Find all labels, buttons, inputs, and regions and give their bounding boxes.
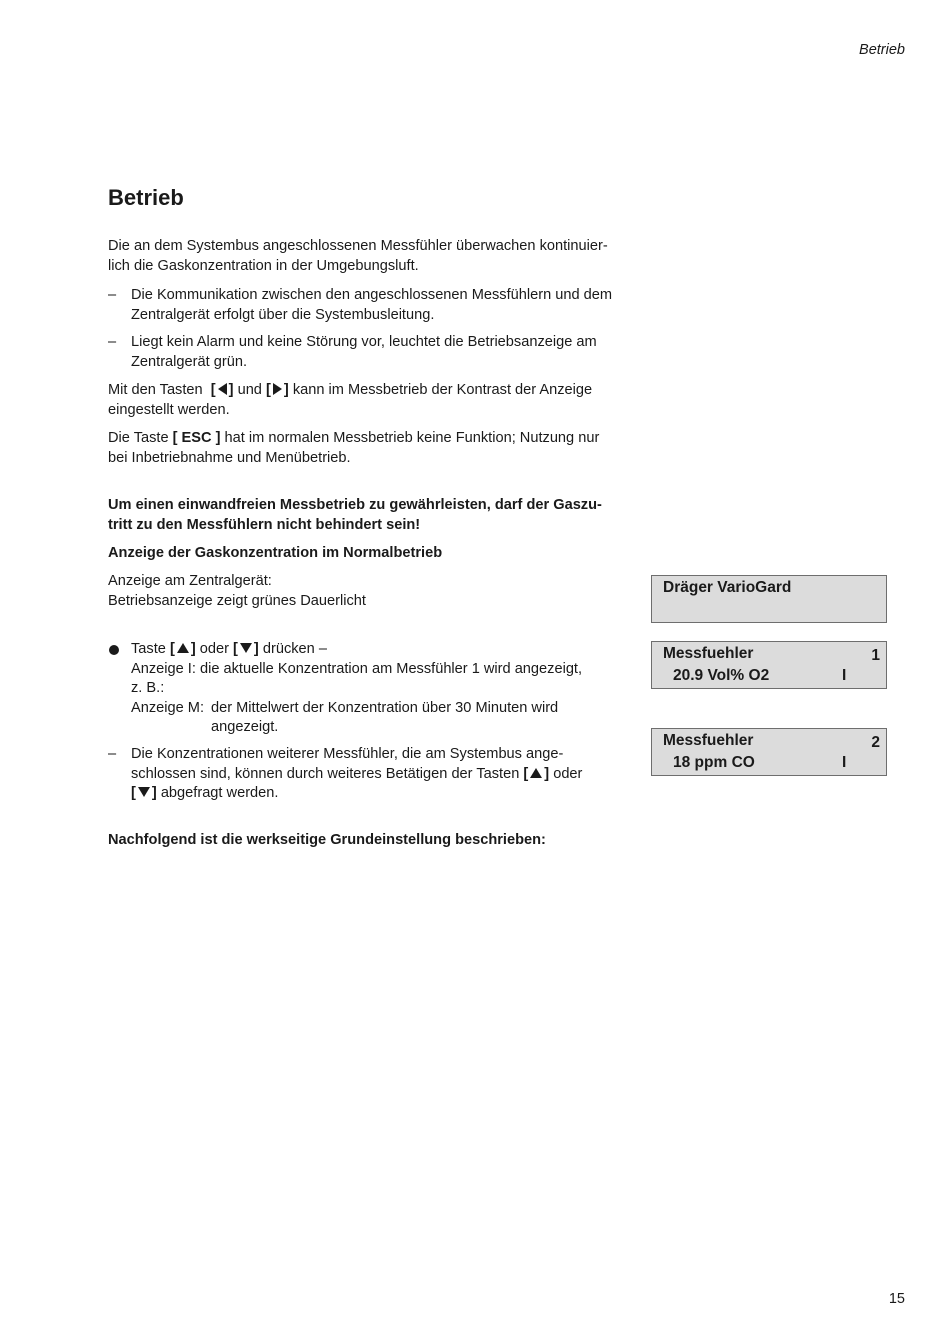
bullet-oder: oder xyxy=(199,641,229,657)
lcd-line2: 20.9 Vol% O2 xyxy=(673,667,770,684)
dash-item-status xyxy=(108,333,638,372)
key-esc: [ ESC ] xyxy=(172,430,221,446)
section-title: Betrieb xyxy=(108,185,184,210)
anzeige-m-cont: angezeigt. xyxy=(211,719,279,735)
dash-more-line3: abgefragt werden. xyxy=(160,785,279,801)
key-up: [ ] xyxy=(523,765,550,782)
intro-paragraph xyxy=(108,237,638,276)
esc-paragraph xyxy=(108,429,638,468)
esc-line2: bei Inbetriebnahme und Menübetrieb. xyxy=(108,449,351,466)
dash-item-communication xyxy=(108,286,638,325)
arrow-up-icon xyxy=(177,643,189,653)
contrast-line2: eingestellt werden. xyxy=(108,401,230,418)
intro-line: lich die Gaskonzentration in der Umgebungsluft. xyxy=(108,257,419,274)
lcd-indicator: I xyxy=(842,754,847,771)
anzeige-m-label: Anzeige M: xyxy=(131,699,205,716)
dash-line: Zentralgerät grün. xyxy=(131,353,248,370)
key-up: [ ] xyxy=(169,641,196,657)
lcd-line2: 18 ppm CO xyxy=(673,754,755,771)
arrow-down-icon xyxy=(240,643,252,653)
central-display-text xyxy=(108,572,638,611)
contrast-paragraph xyxy=(108,381,638,420)
dash-marker: – xyxy=(108,334,117,350)
bullet-taste: Taste xyxy=(131,641,166,657)
closing-note: Nachfolgend ist die werkseitige Grundeinstellung beschrieben: xyxy=(108,832,546,848)
anzeige-m-text: der Mittelwert der Konzentration über 30 Minuten wird xyxy=(211,699,559,716)
lcd-display-brand xyxy=(651,575,887,623)
central-display-line: Anzeige am Zentralgerät: xyxy=(108,573,272,589)
lcd-sensor-number: 1 xyxy=(871,647,880,664)
arrow-down-icon xyxy=(138,787,150,797)
dash-line: Die Kommunikation zwischen den angeschlossenen Messfühlern und dem xyxy=(131,287,613,303)
lcd-sensor-number: 2 xyxy=(871,734,880,751)
esc-text-post: hat im normalen Messbetrieb keine Funktion; Nutzung nur xyxy=(224,430,600,446)
central-display-line: Betriebsanzeige zeigt grünes Dauerlicht xyxy=(108,592,366,609)
key-down: [ ] xyxy=(131,785,157,801)
warning-line: tritt zu den Messfühlern nicht behindert sein! xyxy=(108,516,421,533)
bullet-dot-icon xyxy=(109,645,119,655)
intro-line: Die an dem Systembus angeschlossenen Messfühler überwachen kontinuier- xyxy=(108,238,608,254)
bullet-item-taste xyxy=(108,640,638,738)
warning-line: Um einen einwandfreien Messbetrieb zu gewährleisten, darf der Gaszu- xyxy=(108,497,602,513)
lcd-line1: Messfuehler xyxy=(663,645,754,662)
dash-line: Zentralgerät erfolgt über die Systembusleitung. xyxy=(131,306,435,323)
page-number: 15 xyxy=(888,1291,905,1307)
arrow-up-icon xyxy=(530,768,542,778)
lcd-line1: Messfuehler xyxy=(663,732,754,749)
lcd-line1: Dräger VarioGard xyxy=(663,579,792,596)
dash-line: Liegt kein Alarm und keine Störung vor, leuchtet die Betriebsanzeige am xyxy=(131,334,597,350)
arrow-right-icon xyxy=(273,383,282,395)
lcd-indicator: I xyxy=(842,667,847,684)
bullet-druecken: drücken – xyxy=(262,641,327,657)
lcd-display-sensor-2 xyxy=(651,728,887,776)
subheading: Anzeige der Gaskonzentration im Normalbetrieb xyxy=(108,545,443,561)
arrow-left-icon xyxy=(218,383,227,395)
key-down: [ ] xyxy=(233,641,259,657)
bullet-anzeige-i: Anzeige I: die aktuelle Konzentration am Messfühler 1 wird angezeigt, xyxy=(131,660,583,677)
dash-item-more-sensors xyxy=(108,745,638,804)
dash-more-oder: oder xyxy=(553,765,583,782)
lcd-display-sensor-1 xyxy=(651,641,887,689)
running-header: Betrieb xyxy=(859,42,905,58)
esc-text-pre: Die Taste xyxy=(108,430,169,446)
warning-note xyxy=(108,496,638,535)
dash-more-line1: Die Konzentrationen weiterer Messfühler, die am Systembus ange- xyxy=(131,746,564,762)
bullet-zb: z. B.: xyxy=(131,680,165,696)
dash-marker: – xyxy=(108,746,117,762)
key-right: [ ] xyxy=(266,382,289,398)
dash-more-line2: schlossen sind, können durch weiteres Betätigen der Tasten xyxy=(131,765,520,782)
contrast-text-mid: und xyxy=(237,382,262,398)
contrast-text-pre: Mit den Tasten xyxy=(108,382,203,398)
dash-marker: – xyxy=(108,287,117,303)
key-left: [ ] xyxy=(210,382,234,398)
contrast-text-post: kann im Messbetrieb der Kontrast der Anzeige xyxy=(292,382,593,398)
